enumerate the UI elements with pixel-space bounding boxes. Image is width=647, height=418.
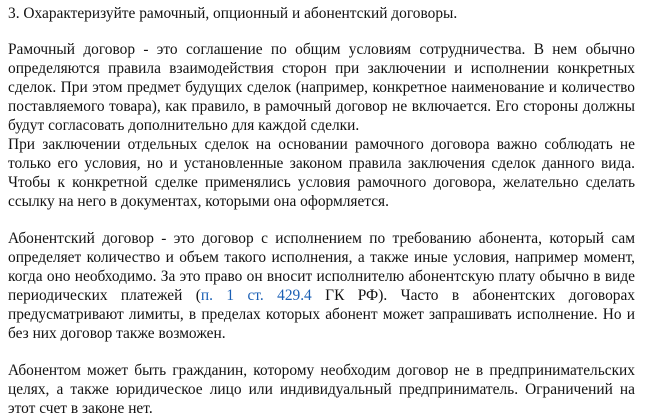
paragraph-spacer	[8, 211, 635, 229]
document-body	[8, 4, 635, 418]
paragraph-framework-deals: При заключении отдельных сделок на основании рамочного договора важно соблюдать не только его условия, но и установленные законом правила заключения сделок данного вида. Чтобы к конкретной сделке применялись условия рамочного договора, желательно сделать ссылку на него в документах, которыми она оформляется.	[8, 136, 635, 210]
subscription-text-before: Абонентский договор - это договор с исполнением по требованию абонента, который сам определяет количество и объем такого исполнения, а также иные условия, например момент, когда оно необходимо. За это право он вносит исполнителю абонентскую плату обычно в виде периодических платежей (	[8, 230, 635, 304]
paragraph-spacer	[8, 343, 635, 361]
paragraph-subscription-contract	[8, 229, 635, 343]
paragraph-framework-definition: Рамочный договор - это соглашение по общим условиям сотрудничества. В нем обычно определяются правила взаимодействия сторон при заключении и исполнении конкретных сделок. При этом предмет будущих сделок (например, конкретное наименование и количество поставляемого товара), как правило, в рамочный договор не включается. Его стороны должны будут согласовать дополнительно для каждой сделки.	[8, 41, 635, 134]
question-heading: 3. Охарактеризуйте рамочный, опционный и абонентский договоры.	[8, 5, 458, 22]
paragraph-subscriber: Абонентом может быть гражданин, которому необходим договор не в предпринимательских целях, а также юридическое лицо или индивидуальный предприниматель. Ограничений на этот счет в законе нет.	[8, 362, 635, 417]
subscription-text-after: ГК РФ). Часто в абонентских договорах предусматривают лимиты, в пределах которых абонент может запрашивать исполнение. Но и без них договор также возможен.	[8, 287, 636, 342]
law-article-link[interactable]: п. 1 ст. 429.4	[200, 287, 312, 304]
